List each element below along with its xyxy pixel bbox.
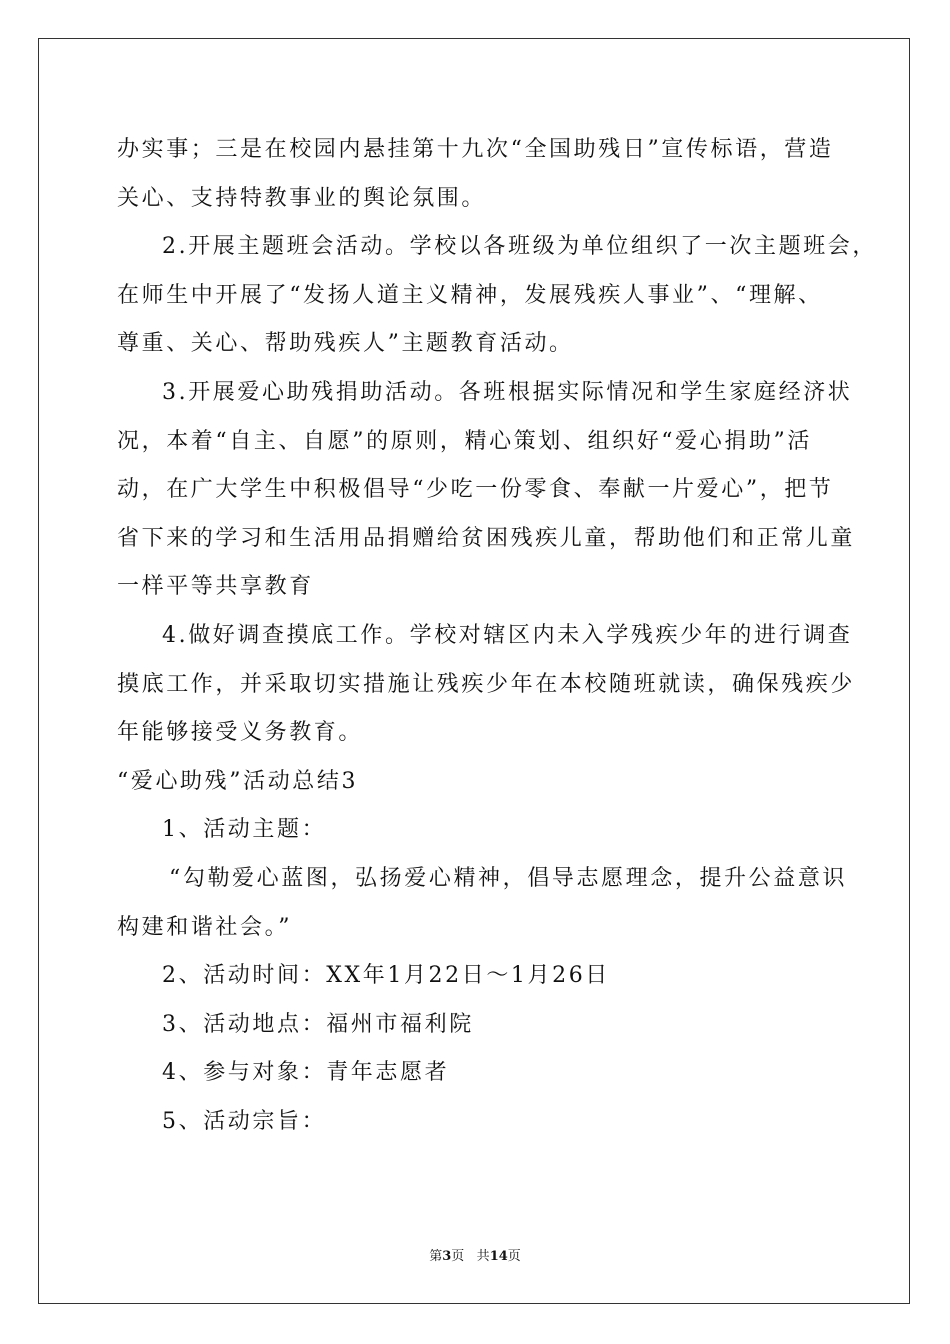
list-item: 1、活动主题： [162,817,327,843]
paragraph-line: 摸底工作，并采取切实措施让残疾少年在本校随班就读，确保残疾少 [117,671,856,697]
footer-total-prefix: 共 [476,1249,490,1264]
document-body [117,126,877,1146]
paragraph-line: 在师生中开展了“发扬人道主义精神，发展残疾人事业”、“理解、 [117,282,823,308]
paragraph-line: “勾勒爱心蓝图，弘扬爱心精神，倡导志愿理念，提升公益意识 [169,865,848,891]
footer-page-suffix: 页 [451,1249,465,1264]
paragraph-line: 况，本着“自主、自愿”的原则，精心策划、组织好“爱心捐助”活 [117,428,812,454]
paragraph-line: 构建和谐社会。” [117,914,293,940]
paragraph-line: 省下来的学习和生活用品捐赠给贫困残疾儿童，帮助他们和正常儿童 [117,525,856,551]
footer-page-number: 3 [442,1249,452,1264]
paragraph-line: 办实事；三是在校园内悬挂第十九次“全国助残日”宣传标语，营造 [117,137,834,162]
paragraph-line: 关心、支持特教事业的舆论氛围。 [117,185,487,211]
paragraph-line: 动，在广大学生中积极倡导“少吃一份零食、奉献一片爱心”，把节 [117,477,834,503]
paragraph-line: 2.开展主题班会活动。学校以各班级为单位组织了一次主题班会， [162,234,877,260]
footer-total-suffix: 页 [507,1249,521,1264]
footer-prefix: 第 [429,1249,443,1264]
page-footer [0,1245,950,1264]
list-item: 2、活动时间：XX年1月22日～1月26日 [162,963,610,989]
paragraph-line: 一样平等共享教育 [117,574,314,600]
footer-total-pages: 14 [489,1249,508,1264]
list-item: 5、活动宗旨： [162,1108,327,1134]
paragraph-line: 年能够接受义务教育。 [117,720,364,746]
paragraph-line: 4.做好调查摸底工作。学校对辖区内未入学残疾少年的进行调查 [162,622,853,648]
paragraph-line: 3.开展爱心助残捐助活动。各班根据实际情况和学生家庭经济状 [162,379,853,405]
section-heading: “爱心助残”活动总结3 [117,768,359,794]
list-item: 4、参与对象：青年志愿者 [162,1060,450,1086]
paragraph-line: 尊重、关心、帮助残疾人”主题教育活动。 [117,331,574,357]
list-item: 3、活动地点：福州市福利院 [162,1011,474,1037]
